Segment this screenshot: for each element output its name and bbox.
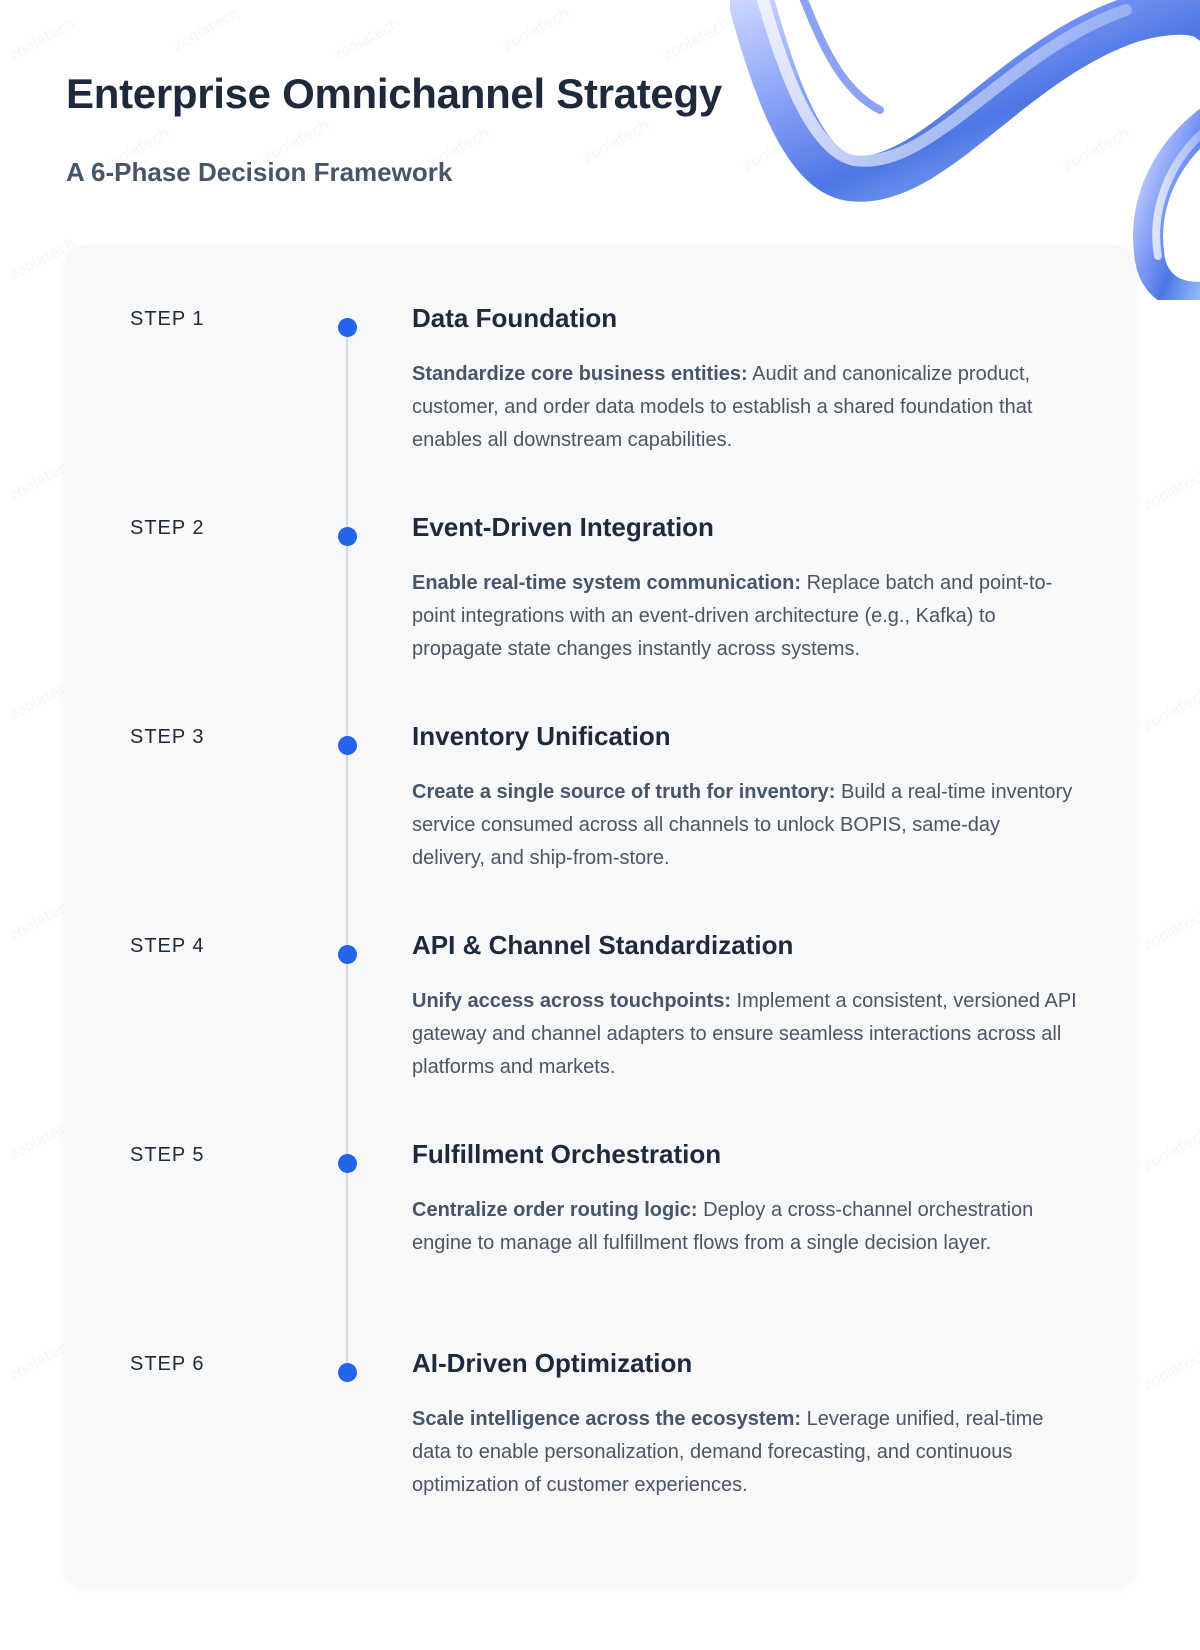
watermark bbox=[660, 14, 732, 64]
page-subtitle: A 6-Phase Decision Framework bbox=[66, 157, 453, 187]
step-body: Leverage unified, real-time data to enable personalization, demand forecasting, and continuous optimization of customer experiences. bbox=[412, 1408, 1044, 1496]
step-lead: Enable real-time system communication: bbox=[412, 572, 802, 594]
watermark bbox=[1140, 1124, 1200, 1174]
step-label: STEP 1 bbox=[130, 308, 205, 330]
timeline-dot-icon bbox=[338, 318, 357, 337]
step-body: Audit and canonicalize product, customer, and order data models to establish a shared foundation that enables all downstream capabilities. bbox=[412, 363, 1033, 451]
step-label: STEP 6 bbox=[130, 1353, 205, 1375]
timeline-dot-icon bbox=[338, 945, 357, 964]
framework-card bbox=[64, 246, 1136, 1586]
step-description bbox=[412, 1403, 1078, 1502]
timeline-dot-icon bbox=[338, 1154, 357, 1173]
step-title: Data Foundation bbox=[412, 303, 618, 333]
step-description bbox=[412, 776, 1078, 875]
timeline-dot-icon bbox=[338, 527, 357, 546]
watermark bbox=[6, 14, 78, 64]
step-label: STEP 2 bbox=[130, 517, 205, 539]
step-body: Implement a consistent, versioned API gateway and channel adapters to ensure seamless interactions across all platforms and markets. bbox=[412, 990, 1077, 1078]
step-lead: Unify access across touchpoints: bbox=[412, 990, 731, 1012]
step-title: Fulfillment Orchestration bbox=[412, 1139, 722, 1169]
watermark bbox=[330, 14, 402, 64]
step-title: API & Channel Standardization bbox=[412, 930, 794, 960]
step-lead: Create a single source of truth for inventory: bbox=[412, 781, 836, 803]
step-description bbox=[412, 985, 1078, 1084]
step-label: STEP 4 bbox=[130, 935, 205, 957]
watermark bbox=[580, 116, 652, 166]
step-body: Build a real-time inventory service consumed across all channels to unlock BOPIS, same-day delivery, and ship-from-store. bbox=[412, 781, 1073, 869]
timeline-dot-icon bbox=[338, 736, 357, 755]
step-title: AI-Driven Optimization bbox=[412, 1348, 693, 1378]
page-title: Enterprise Omnichannel Strategy bbox=[66, 70, 722, 117]
step-label: STEP 3 bbox=[130, 726, 205, 748]
watermark bbox=[1140, 904, 1200, 954]
watermark bbox=[1140, 1344, 1200, 1394]
step-lead: Standardize core business entities: bbox=[412, 363, 748, 385]
watermark bbox=[1140, 464, 1200, 514]
step-title: Event-Driven Integration bbox=[412, 512, 714, 542]
step-description bbox=[412, 1194, 1078, 1260]
watermark bbox=[1140, 684, 1200, 734]
watermark bbox=[500, 4, 572, 54]
step-lead: Centralize order routing logic: bbox=[412, 1199, 698, 1221]
step-title: Inventory Unification bbox=[412, 721, 671, 751]
step-body: Deploy a cross-channel orchestration engine to manage all fulfillment flows from a single decision layer. bbox=[412, 1199, 1034, 1254]
step-body: Replace batch and point-to-point integrations with an event-driven architecture (e.g., Kafka) to propagate state changes instantly across systems. bbox=[412, 572, 1053, 660]
watermark bbox=[170, 4, 242, 54]
timeline-line bbox=[346, 326, 348, 1374]
step-lead: Scale intelligence across the ecosystem: bbox=[412, 1408, 802, 1430]
step-description bbox=[412, 567, 1078, 666]
timeline-dot-icon bbox=[338, 1363, 357, 1382]
step-description bbox=[412, 358, 1078, 457]
step-label: STEP 5 bbox=[130, 1144, 205, 1166]
